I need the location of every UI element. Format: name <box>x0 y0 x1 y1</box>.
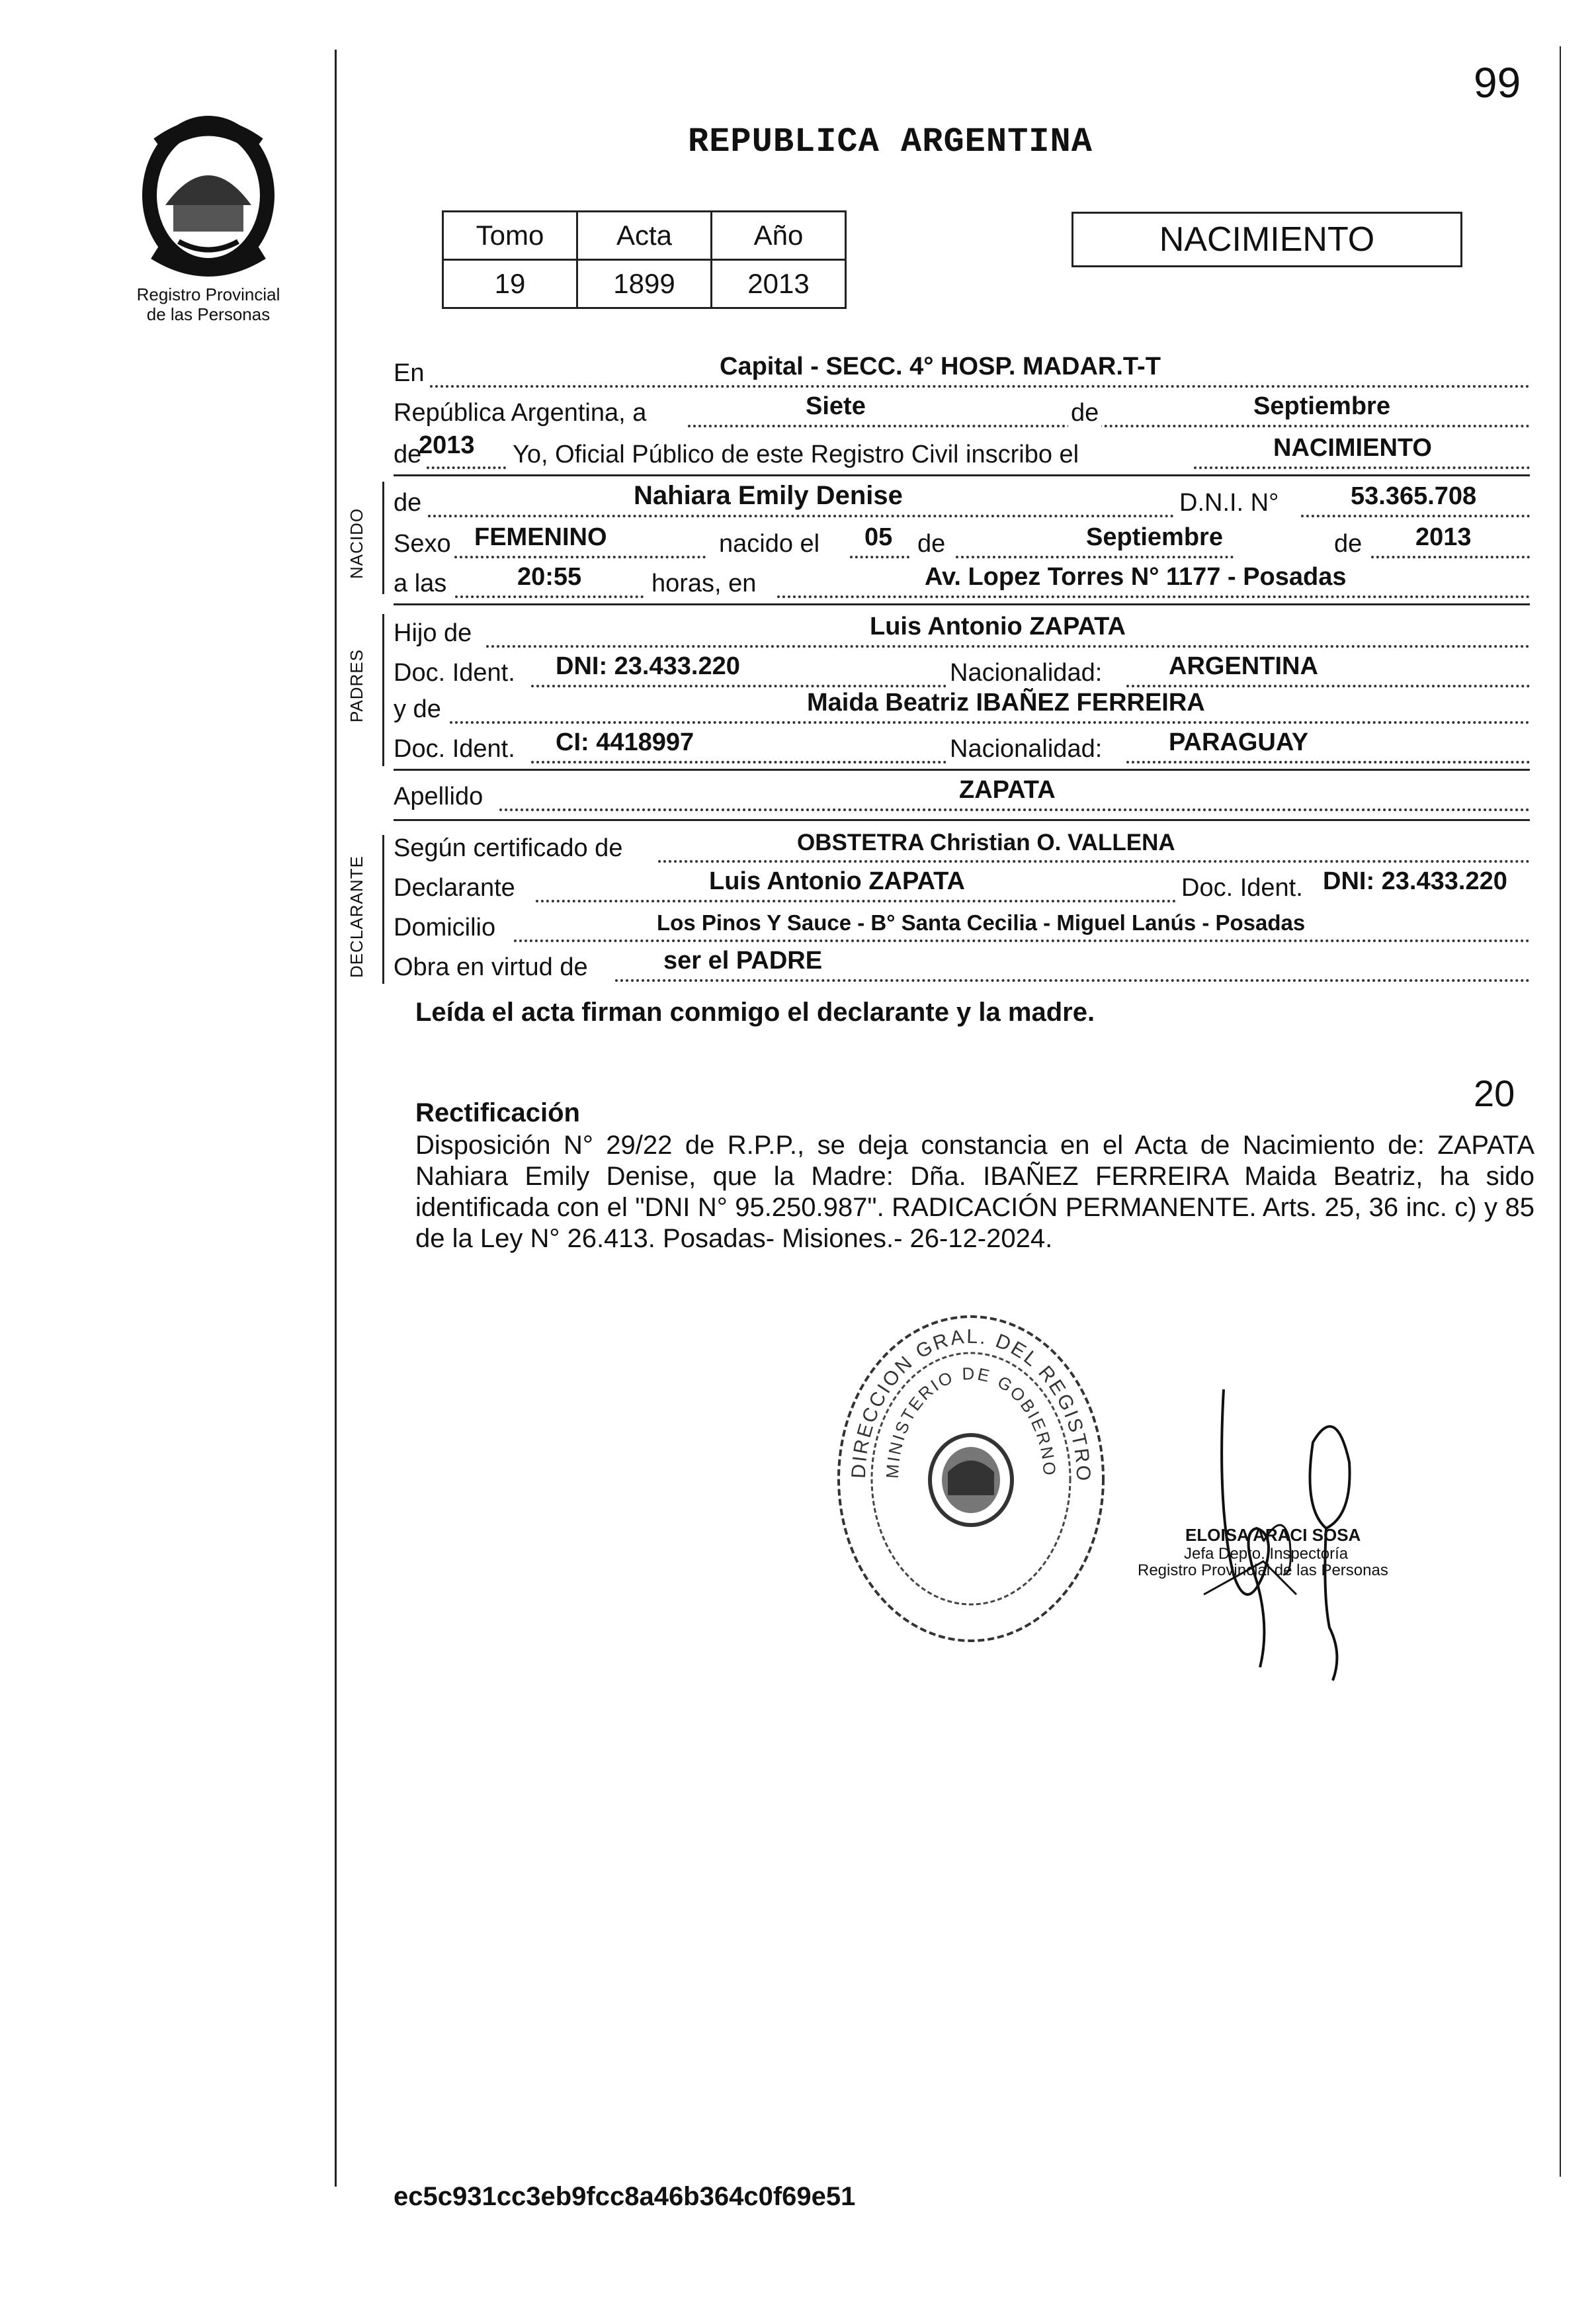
rectificacion-number: 20 <box>1474 1072 1515 1114</box>
segun-label: Según certificado de <box>394 834 623 862</box>
sexo-value: FEMENINO <box>474 523 607 551</box>
nacido-section-label: NACIDO <box>347 507 366 579</box>
place-value: Capital - SECC. 4° HOSP. MADAR.T-T <box>720 353 1161 380</box>
nacido-el-label: nacido el <box>719 530 820 558</box>
nacido-line-3 <box>394 562 1530 603</box>
father-name-value: Luis Antonio ZAPATA <box>870 613 1126 640</box>
signer-role: Jefa Depto. Inspectoría <box>1184 1545 1349 1563</box>
rectificacion-title: Rectificación <box>415 1098 580 1127</box>
right-margin-line <box>1560 46 1561 2177</box>
record-kind-value: NACIMIENTO <box>1273 434 1432 462</box>
mother-nac-label: Nacionalidad: <box>946 735 1106 763</box>
father-doc-value: DNI: 23.433.220 <box>556 652 740 680</box>
stamp-outer-text: DIRECCION GRAL. DEL REGISTRO <box>847 1325 1095 1483</box>
child-name-value: Nahiara Emily Denise <box>634 481 903 510</box>
certificado-value: OBSTETRA Christian O. VALLENA <box>797 830 1175 855</box>
apellido-line <box>394 775 1530 816</box>
de-label-2: de <box>394 441 422 468</box>
padres-line-3 <box>394 688 1530 729</box>
intro-line-2 <box>394 392 1530 433</box>
mother-doc-value: CI: 4418997 <box>556 728 694 756</box>
nacido-de-label-3: de <box>1334 530 1363 558</box>
signer-organization: Registro Provincial de las Personas <box>1138 1561 1388 1579</box>
father-nationality-value: ARGENTINA <box>1169 652 1318 680</box>
declarante-doc-label: Doc. Ident. <box>1177 874 1307 902</box>
father-doc-label: Doc. Ident. <box>394 659 515 687</box>
anio-header: Año <box>712 212 846 260</box>
intro-line-1 <box>394 352 1530 393</box>
officer-text: Yo, Oficial Público de este Registro Civil inscribo el <box>513 441 1079 468</box>
nacido-line-1 <box>394 482 1530 523</box>
y-de-label: y de <box>394 695 441 723</box>
declarante-line-1 <box>394 827 1530 868</box>
nacido-de-label-2: de <box>917 530 946 558</box>
time-value: 20:55 <box>517 563 582 591</box>
acta-value: 1899 <box>577 260 712 308</box>
declarante-label: Declarante <box>394 874 515 902</box>
declarante-line-3 <box>394 906 1530 947</box>
horas-label: horas, en <box>651 570 757 597</box>
padres-section-label: PADRES <box>347 649 366 722</box>
rectificacion-body: Disposición N° 29/22 de R.P.P., se deja constancia en el Acta de Nacimiento de: ZAPATA Nahiara Emily Denise, que la Madre: Dña. IBAÑEZ FERREIRA Maida Beatriz, ha sido identificada con el "DNI N° 95.250.987". RADICACIÓN PERMANENTE. Arts. 25, 36 inc. c) y 85 de la Ley N° 26.413. Posadas- Misiones.- 26-12-2024. <box>415 1131 1534 1253</box>
padres-line-2 <box>394 652 1530 693</box>
page-number: 99 <box>1474 59 1521 107</box>
father-nac-label: Nacionalidad: <box>946 659 1106 687</box>
province-seal-logo <box>119 106 298 324</box>
padres-line-4 <box>394 728 1530 769</box>
acta-table <box>442 210 847 309</box>
mother-doc-label: Doc. Ident. <box>394 735 515 763</box>
en-label: En <box>394 359 425 387</box>
document-hash: ec5c931cc3eb9fcc8a46b364c0f69e51 <box>394 2182 856 2211</box>
left-margin-line <box>335 50 337 2187</box>
month-value: Septiembre <box>1253 392 1390 420</box>
nacido-de-label: de <box>394 489 422 517</box>
declarante-section-label: DECLARANTE <box>347 855 366 978</box>
declarante-line-4 <box>394 946 1530 987</box>
obra-value: ser el PADRE <box>663 947 823 975</box>
country-title: REPUBLICA ARGENTINA <box>688 122 1093 161</box>
tomo-header: Tomo <box>443 212 577 260</box>
sexo-label: Sexo <box>394 530 451 558</box>
declarante-line-2 <box>394 867 1530 908</box>
mother-name-value: Maida Beatriz IBAÑEZ FERREIRA <box>807 689 1205 717</box>
signer-name: ELOISA ARACI SOSA <box>1185 1525 1361 1545</box>
a-las-label: a las <box>394 570 447 597</box>
anio-value: 2013 <box>712 260 846 308</box>
birth-day-value: 05 <box>864 523 893 551</box>
nacido-line-2 <box>394 523 1530 564</box>
birth-place-value: Av. Lopez Torres N° 1177 - Posadas <box>925 563 1347 591</box>
hijo-de-label: Hijo de <box>394 619 472 647</box>
registry-caption-line2: de las Personas <box>146 304 271 324</box>
dni-label: D.N.I. N° <box>1179 489 1279 517</box>
domicilio-value: Los Pinos Y Sauce - B° Santa Cecilia - Miguel Lanús - Posadas <box>657 910 1306 935</box>
stamp-inner-text: MINISTERIO DE GOBIERNO <box>882 1363 1060 1479</box>
firma-statement: Leída el acta firman conmigo el declarante y la madre. <box>415 998 1095 1027</box>
apellido-label: Apellido <box>394 783 483 810</box>
record-type-box: NACIMIENTO <box>1071 212 1462 267</box>
registry-caption-line1: Registro Provincial <box>136 284 280 304</box>
declarante-doc-value: DNI: 23.433.220 <box>1323 867 1507 895</box>
domicilio-label: Domicilio <box>394 914 496 941</box>
de-label: de <box>1068 399 1101 427</box>
declarante-value: Luis Antonio ZAPATA <box>709 867 965 895</box>
year-value: 2013 <box>419 431 475 459</box>
republica-label: República Argentina, a <box>394 399 647 427</box>
birth-month-value: Septiembre <box>1086 523 1223 551</box>
obra-label: Obra en virtud de <box>394 953 588 981</box>
acta-header: Acta <box>577 212 712 260</box>
padres-line-1 <box>394 612 1530 653</box>
tomo-value: 19 <box>443 260 577 308</box>
official-stamp <box>825 1307 1116 1654</box>
apellido-value: ZAPATA <box>959 776 1056 804</box>
intro-line-3 <box>394 433 1530 474</box>
day-word-value: Siete <box>806 392 866 420</box>
mother-nationality-value: PARAGUAY <box>1169 728 1309 756</box>
child-dni-value: 53.365.708 <box>1351 482 1477 510</box>
birth-year-value: 2013 <box>1415 523 1472 551</box>
